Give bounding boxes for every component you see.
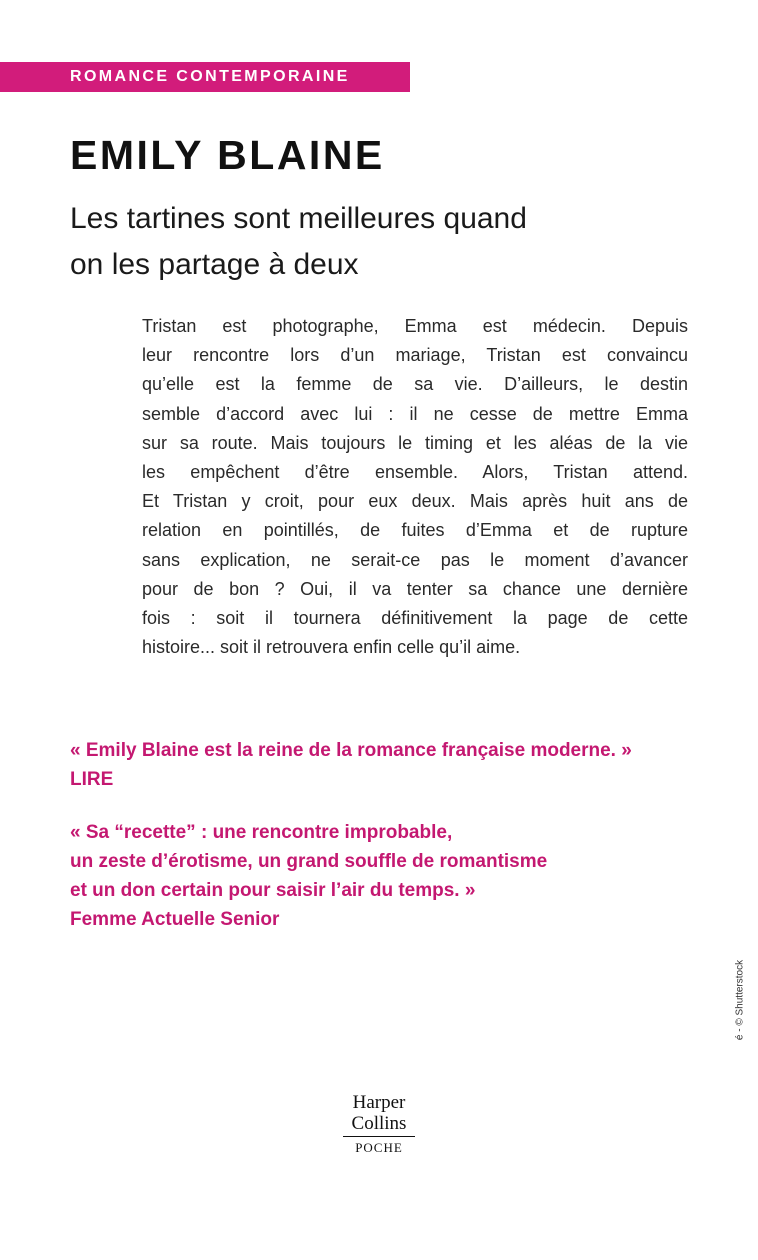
quote-line: « Emily Blaine est la reine de la romance française moderne. » <box>70 740 632 761</box>
genre-label: ROMANCE CONTEMPORAINE <box>0 62 410 92</box>
blurb-line: sur sa route. Mais toujours le timing et les aléas de la vie <box>142 432 688 453</box>
title-line: Les tartines sont meilleures quand <box>70 202 527 235</box>
blurb-line: Et Tristan y croit, pour eux deux. Mais après huit ans de <box>142 491 688 512</box>
blurb-line: leur rencontre lors d’un mariage, Tristan est convaincu <box>142 345 688 366</box>
publisher-logo <box>336 1092 422 1155</box>
blurb-line: fois : soit il tournera définitivement la page de cette <box>142 608 688 629</box>
publisher-divider <box>343 1136 415 1137</box>
blurb-line: qu’elle est la femme de sa vie. D’ailleurs, le destin <box>142 374 688 395</box>
publisher-line-poche: POCHE <box>355 1140 403 1155</box>
photo-credit: é - © Shutterstock <box>734 959 746 1041</box>
publisher-line-harper: Harper <box>352 1092 406 1113</box>
quote-source: Femme Actuelle Senior <box>70 909 280 930</box>
quote-line: « Sa “recette” : une rencontre improbable, <box>70 822 453 843</box>
press-quote-femme-actuelle <box>70 818 547 934</box>
title-line: on les partage à deux <box>70 248 359 281</box>
quote-source: LIRE <box>70 769 114 790</box>
blurb <box>142 312 688 662</box>
quote-line: un zeste d’érotisme, un grand souffle de romantisme <box>70 851 548 872</box>
book-title <box>70 196 527 288</box>
blurb-line: semble d’accord avec lui : il ne cesse de mettre Emma <box>142 403 688 424</box>
blurb-line: les empêchent d’être ensemble. Alors, Tristan attend. <box>142 462 688 483</box>
press-quote-lire <box>70 736 632 794</box>
author-name: EMILY BLAINE <box>70 132 385 178</box>
blurb-line: histoire... soit il retrouvera enfin celle qu’il aime. <box>142 637 521 658</box>
blurb-line: sans explication, ne serait-ce pas le moment d’avancer <box>142 549 688 570</box>
blurb-line: Tristan est photographe, Emma est médecin. Depuis <box>142 316 688 336</box>
quote-line: et un don certain pour saisir l’air du temps. » <box>70 880 476 901</box>
blurb-line: relation en pointillés, de fuites d’Emma et de rupture <box>142 520 688 541</box>
blurb-line: pour de bon ? Oui, il va tenter sa chance une dernière <box>142 578 688 599</box>
publisher-line-collins: Collins <box>351 1113 407 1134</box>
